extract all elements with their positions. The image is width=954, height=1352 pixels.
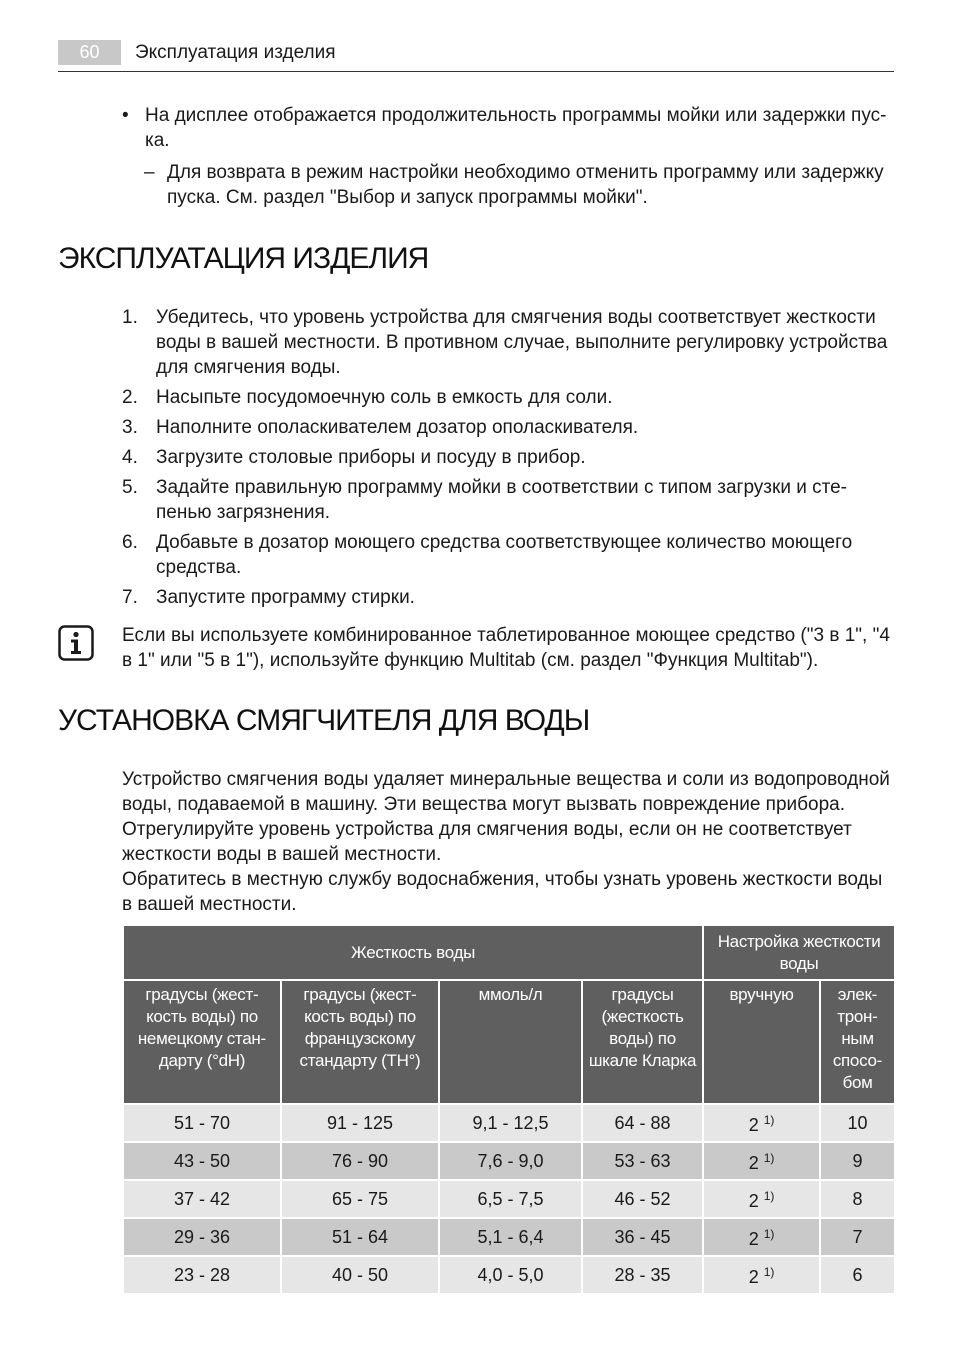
step-text: Добавьте в дозатор моющего средства соответствующее количество моющего средства. [156, 532, 853, 578]
footnote-mark: 1) [763, 1150, 775, 1165]
manual-value: 2 [748, 1266, 759, 1287]
footnote-mark: 1) [763, 1226, 775, 1241]
table-row [123, 1104, 895, 1142]
manual-value: 2 [748, 1114, 759, 1135]
cell-manual [703, 1180, 820, 1218]
paragraph: Устройство смягчения воды удаляет минеральные вещества и соли из водопроводной воды, подаваемой в машину. Эти вещества могут вызвать повреждение прибора. Отрегулируйте уровень устройства для смягчения воды, если он не соответствует жесткости воды в вашей местности. [122, 769, 890, 865]
step-number: 2. [122, 387, 138, 408]
step-text: Запустите программу стирки. [156, 587, 415, 608]
dash-item [122, 160, 894, 210]
dash-mark: – [144, 162, 155, 183]
bullet-item [122, 103, 894, 153]
column-header-mmol: ммоль/л [439, 980, 582, 1104]
table-row [123, 1142, 895, 1180]
steps-list [122, 305, 894, 615]
table-row [123, 1180, 895, 1218]
page-header [58, 40, 894, 72]
step-text: Наполните ополаскивателем дозатор ополаскивателя. [156, 417, 639, 438]
cell-mmol: 4,0 - 5,0 [439, 1256, 582, 1294]
cell-electronic: 6 [820, 1256, 895, 1294]
list-item [122, 530, 894, 580]
column-header-manual: вручную [703, 980, 820, 1104]
step-number: 5. [122, 477, 138, 498]
bullet-mark: • [122, 105, 129, 126]
cell-manual [703, 1256, 820, 1294]
info-text: Если вы используете комбинированное таблетированное моющее средство ("3 в 1", "4 в 1" или "5 в 1"), используйте функцию Multitab (см. раздел "Функция Multitab"). [122, 625, 890, 671]
paragraph: Обратитесь в местную службу водоснабжения, чтобы узнать уровень жесткости воды в вашей местности. [122, 869, 883, 915]
cell-clark: 53 - 63 [582, 1142, 703, 1180]
cell-manual [703, 1142, 820, 1180]
manual-value: 2 [748, 1190, 759, 1211]
list-item [122, 385, 894, 410]
step-number: 6. [122, 532, 138, 553]
cell-electronic: 9 [820, 1142, 895, 1180]
manual-value: 2 [748, 1228, 759, 1249]
list-item [122, 585, 894, 610]
softener-intro [122, 767, 894, 917]
cell-manual [703, 1218, 820, 1256]
cell-dh: 43 - 50 [123, 1142, 281, 1180]
list-item [122, 445, 894, 470]
cell-dh: 23 - 28 [123, 1256, 281, 1294]
step-number: 3. [122, 417, 138, 438]
footnote-mark: 1) [763, 1264, 775, 1279]
list-item [122, 305, 894, 380]
step-number: 4. [122, 447, 138, 468]
table-row [123, 1256, 895, 1294]
cell-manual [703, 1104, 820, 1142]
cell-mmol: 9,1 - 12,5 [439, 1104, 582, 1142]
running-title: Эксплуатация изделия [135, 42, 336, 63]
cell-mmol: 7,6 - 9,0 [439, 1142, 582, 1180]
column-header-dh: градусы (жесткость воды) по немецкому стандарту (°dH) [123, 980, 281, 1104]
step-text: Загрузите столовые приборы и посуду в прибор. [156, 447, 586, 468]
dash-text: Для возврата в режим настройки необходимо отменить программу или задержку пуска. См. раздел "Выбор и запуск программы мойки". [167, 162, 884, 208]
cell-electronic: 7 [820, 1218, 895, 1256]
footnote-mark: 1) [763, 1188, 775, 1203]
cell-clark: 46 - 52 [582, 1180, 703, 1218]
header-hardness-setting: Настройка жесткости воды [703, 925, 895, 980]
top-bullet-block [122, 103, 894, 210]
step-text: Убедитесь, что уровень устройства для смягчения воды соответствует жесткости воды в вашей местности. В противном случае, выполните регулировку устройства для смягчения воды. [156, 307, 888, 378]
cell-th: 91 - 125 [281, 1104, 439, 1142]
cell-th: 76 - 90 [281, 1142, 439, 1180]
info-icon [58, 625, 94, 661]
cell-electronic: 10 [820, 1104, 895, 1142]
cell-mmol: 6,5 - 7,5 [439, 1180, 582, 1218]
section-title-operation: ЭКСПЛУАТАЦИЯ ИЗДЕЛИЯ [58, 242, 429, 275]
list-item [122, 475, 894, 525]
cell-electronic: 8 [820, 1180, 895, 1218]
column-header-electronic: электронным способом [820, 980, 895, 1104]
step-number: 7. [122, 587, 138, 608]
bullet-text: На дисплее отображается продолжительность программы мойки или задержки пуска. [145, 105, 887, 151]
column-header-th: градусы (жесткость воды) по французскому стандарту (TH°) [281, 980, 439, 1104]
header-water-hardness: Жесткость воды [123, 925, 703, 980]
page-number: 60 [58, 40, 121, 65]
step-number: 1. [122, 307, 138, 328]
cell-clark: 28 - 35 [582, 1256, 703, 1294]
step-text: Задайте правильную программу мойки в соответствии с типом загрузки и степенью загрязнения. [156, 477, 847, 523]
cell-th: 51 - 64 [281, 1218, 439, 1256]
cell-mmol: 5,1 - 6,4 [439, 1218, 582, 1256]
section-title-softener: УСТАНОВКА СМЯГЧИТЕЛЯ ДЛЯ ВОДЫ [58, 704, 590, 737]
cell-dh: 37 - 42 [123, 1180, 281, 1218]
footnote-mark: 1) [763, 1112, 775, 1127]
cell-dh: 29 - 36 [123, 1218, 281, 1256]
column-header-clark: градусы (жесткость воды) по шкале Кларка [582, 980, 703, 1104]
cell-dh: 51 - 70 [123, 1104, 281, 1142]
manual-value: 2 [748, 1152, 759, 1173]
cell-th: 65 - 75 [281, 1180, 439, 1218]
step-text: Насыпьте посудомоечную соль в емкость для соли. [156, 387, 613, 408]
water-hardness-table [122, 924, 896, 1295]
list-item [122, 415, 894, 440]
cell-clark: 64 - 88 [582, 1104, 703, 1142]
table-row [123, 1218, 895, 1256]
cell-th: 40 - 50 [281, 1256, 439, 1294]
cell-clark: 36 - 45 [582, 1218, 703, 1256]
